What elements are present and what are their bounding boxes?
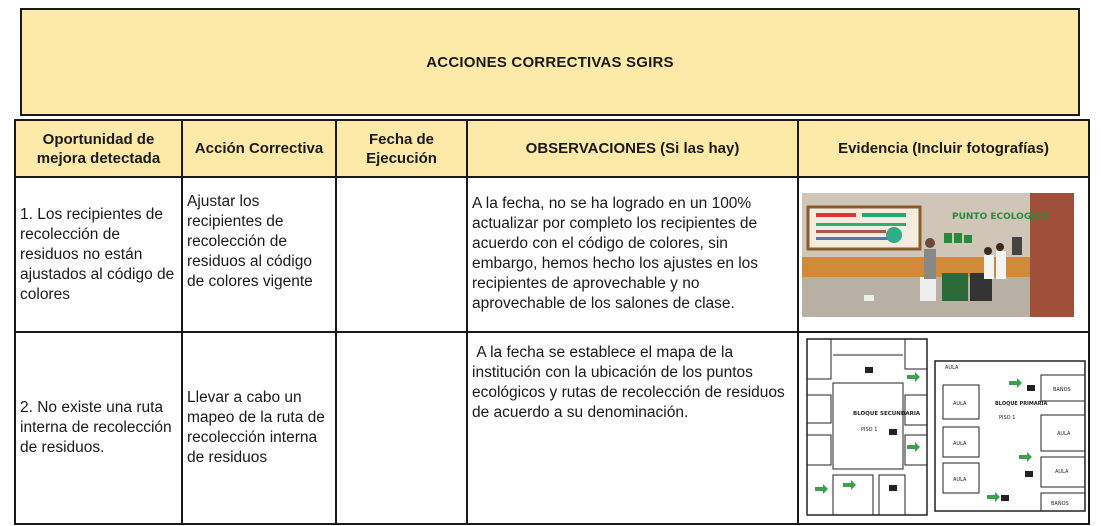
cell-evidencia	[798, 332, 1089, 524]
header-fecha: Fecha de Ejecución	[336, 120, 467, 177]
svg-text:BLOQUE SECUNDARIA: BLOQUE SECUNDARIA	[853, 411, 921, 417]
svg-text:AULA: AULA	[953, 441, 967, 447]
table-row	[15, 332, 1089, 524]
cell-accion: Ajustar los recipientes de recolección de residuos al código de colores vigente	[182, 177, 336, 332]
svg-text:AULA: AULA	[1055, 469, 1069, 475]
cell-fecha	[336, 332, 467, 524]
recycling-point-sign	[952, 212, 1049, 222]
evidence-photo-recycling-point	[802, 193, 1074, 317]
header-observaciones: OBSERVACIONES (Si las hay)	[467, 120, 798, 177]
cell-oportunidad: 1. Los recipientes de recolección de residuos no están ajustados al código de colores	[15, 177, 182, 332]
svg-text:AULA: AULA	[953, 401, 967, 407]
corrective-actions-table	[14, 119, 1090, 525]
svg-text:PISO 1: PISO 1	[861, 427, 878, 433]
svg-text:AULA: AULA	[1057, 431, 1071, 437]
header-accion: Acción Correctiva	[182, 120, 336, 177]
header-oportunidad: Oportunidad de mejora detectada	[15, 120, 182, 177]
cell-observaciones: A la fecha se establece el mapa de la institución con la ubicación de los puntos ecológicos y rutas de recolección de residuos de acuerdo a su denominación.	[467, 332, 798, 524]
cell-fecha	[336, 177, 467, 332]
svg-text:PUNTO ECOLOGICO: PUNTO ECOLOGICO	[952, 212, 1049, 222]
header-evidencia: Evidencia (Incluir fotografías)	[798, 120, 1089, 177]
svg-text:AULA: AULA	[945, 365, 959, 371]
svg-text:BAÑOS: BAÑOS	[1053, 387, 1071, 393]
table-row	[15, 177, 1089, 332]
document-title-banner	[20, 8, 1080, 116]
svg-text:PISO 1: PISO 1	[999, 415, 1016, 421]
svg-text:AULA: AULA	[953, 477, 967, 483]
table-header-row	[15, 120, 1089, 177]
evidence-floor-plan	[803, 335, 1087, 521]
svg-text:BLOQUE PRIMARIA: BLOQUE PRIMARIA	[995, 401, 1048, 407]
document-title: ACCIONES CORRECTIVAS SGIRS	[426, 53, 674, 71]
svg-text:BAÑOS: BAÑOS	[1051, 501, 1069, 507]
cell-observaciones: A la fecha, no se ha logrado en un 100% actualizar por completo los recipientes de acuerdo con el código de colores, sin embargo, hemos hecho los ajustes en los recipientes de aprovechable y no aprovechable de los salones de clase.	[467, 177, 798, 332]
cell-evidencia	[798, 177, 1089, 332]
cell-oportunidad: 2. No existe una ruta interna de recolección de residuos.	[15, 332, 182, 524]
cell-accion: Llevar a cabo un mapeo de la ruta de recolección interna de residuos	[182, 332, 336, 524]
